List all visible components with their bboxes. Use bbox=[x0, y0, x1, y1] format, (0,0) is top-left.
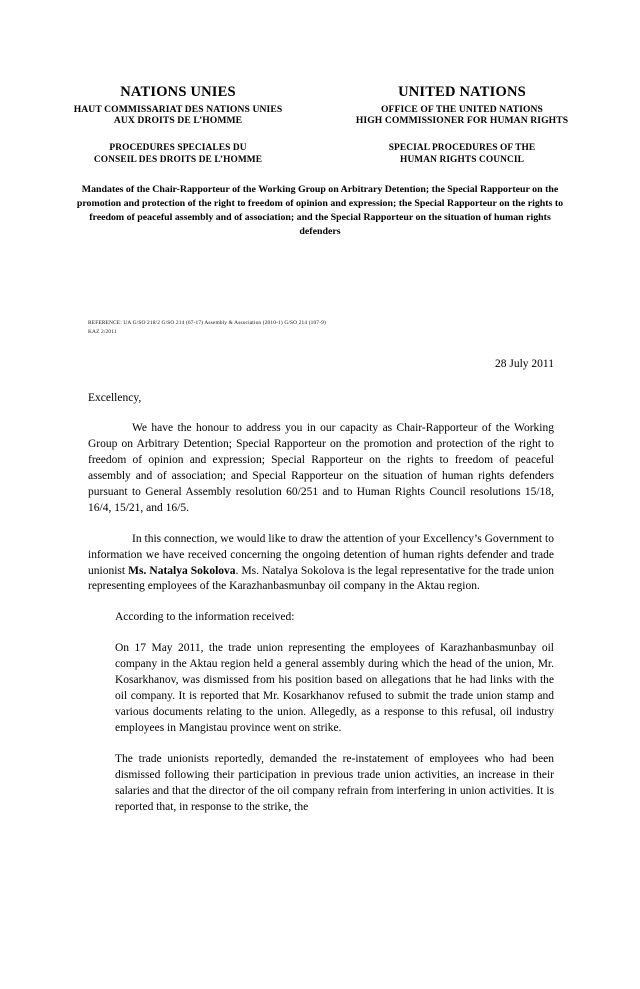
paragraph-connection bbox=[88, 532, 554, 596]
letter-body bbox=[88, 392, 554, 815]
letterhead-right-spacer bbox=[346, 127, 578, 142]
spacer-quoted-1 bbox=[115, 737, 554, 752]
spacer-paragraph-2 bbox=[88, 595, 554, 610]
letter-date: 28 July 2011 bbox=[495, 358, 554, 371]
paragraph-capacity: We have the honour to address you in our capacity as Chair-Rapporteur of the Working Group on Arbitrary Detention; Special Rapporteur on the promotion and protection of the right to freedom of opinion and expression; Special Rapporteur on the rights to freedom of peaceful assembly and of association; and Special Rapporteur on the situation of human rights defenders pursuant to General Assembly resolution 60/251 and to Human Rights Council resolutions 15/18, 16/4, 15/21, and 16/5. bbox=[88, 422, 554, 514]
letterhead-right-subtitle-line2: HIGH COMMISSIONER FOR HUMAN RIGHTS bbox=[355, 115, 569, 127]
letterhead-left-subtitle-line2: AUX DROITS DE L’HOMME bbox=[113, 115, 243, 127]
subject-name: Ms. Natalya Sokolova bbox=[128, 564, 236, 577]
quoted-paragraph-2: The trade unionists reportedly, demanded the re-instatement of employees who had been dismissed following their participation in previous trade union activities, an increase in their salaries and that the director of the oil company refrain from interfering in union activities. It is reported that, in response to the strike, the bbox=[115, 752, 554, 813]
letterhead-left-spacer bbox=[62, 127, 294, 142]
spacer-after-salutation bbox=[88, 404, 554, 421]
letterhead bbox=[0, 84, 640, 166]
reference-block bbox=[88, 319, 640, 336]
letterhead-right-subtitle-line1: OFFICE OF THE UNITED NATIONS bbox=[380, 103, 543, 115]
salutation: Excellency, bbox=[88, 392, 142, 405]
paragraph-connection-text-before: In this connection, we would like to draw the attention of your Excellency’s Government to information we have received concerning the ongoing detention of human rights defender and trade unionist bbox=[88, 532, 554, 577]
spacer-after-lead-in bbox=[115, 626, 554, 641]
letterhead-left-organization: NATIONS UNIES bbox=[120, 84, 236, 100]
letterhead-left-column bbox=[62, 84, 294, 166]
quoted-paragraph-1: On 17 May 2011, the trade union representing the employees of Karazhanbasmunbay oil company in the Aktau region held a general assembly during which the head of the union, Mr. Kosarkhanov, was dismissed from his position based on allegations that he had links with the oil company. It is reported that Mr. Kosarkhanov refused to submit the trade union stamp and various documents relating to the union. Allegedly, as a response to this refusal, oil industry employees in Mangistau province went on strike. bbox=[115, 642, 554, 734]
paragraph-connection-text-after: . Ms. Natalya Sokolova is the legal representative for the trade union representing employees of the Karazhanbasmunbay oil company in the Aktau region. bbox=[88, 564, 554, 593]
mandates-title: Mandates of the Chair-Rapporteur of the Working Group on Arbitrary Detention; the Special Rapporteur on the promotion and protection of the right to freedom of opinion and expression; the Special Rapporteur on the rights to freedom of peaceful assembly and of association; and the Special Rapporteur on the situation of human rights defenders bbox=[76, 184, 564, 238]
document-page bbox=[0, 84, 640, 989]
lead-in-line: According to the information received: bbox=[115, 611, 295, 624]
letterhead-right-procedures-line2: HUMAN RIGHTS COUNCIL bbox=[400, 155, 524, 166]
letterhead-right-column bbox=[346, 84, 578, 166]
quoted-block bbox=[115, 610, 554, 815]
reference-line-1: REFERENCE: UA G/SO 218/2 G/SO 214 (67-17) Assembly & Association (2010-1) G/SO 214 (107-9) bbox=[88, 320, 326, 327]
letterhead-left-procedures-line2: CONSEIL DES DROITS DE L’HOMME bbox=[93, 155, 263, 166]
letterhead-left-procedures-line1: PROCEDURES SPECIALES DU bbox=[109, 143, 247, 154]
reference-line-2: KAZ 2/2011 bbox=[88, 328, 117, 335]
spacer-paragraph-1 bbox=[88, 517, 554, 532]
letterhead-right-procedures-line1: SPECIAL PROCEDURES OF THE bbox=[388, 143, 536, 154]
letterhead-left-subtitle-line1: HAUT COMMISSARIAT DES NATIONS UNIES bbox=[73, 103, 283, 115]
letterhead-right-organization: UNITED NATIONS bbox=[398, 84, 526, 100]
